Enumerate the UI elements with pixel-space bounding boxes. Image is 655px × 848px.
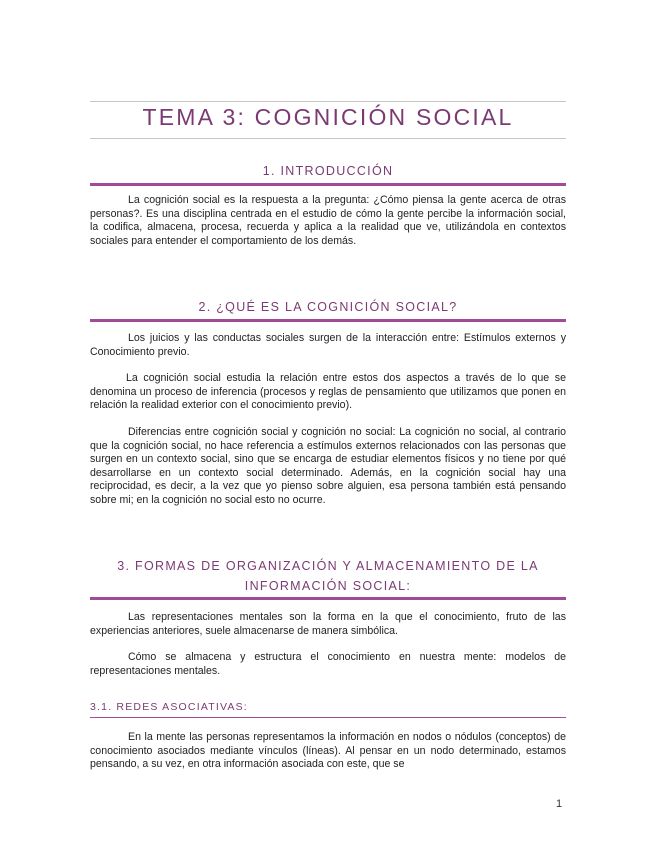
section-2-paragraph-2: La cognición social estudia la relación entre estos dos aspectos a través de lo que se denomina un proceso de inferencia (procesos y reglas de pensamiento que utilizamos que ponen en relación la realidad exterior con el conocimiento previo). [90, 372, 566, 412]
subsection-3-1-heading: 3.1. REDES ASOCIATIVAS: [90, 701, 248, 713]
section-2-paragraph-1: Los juicios y las conductas sociales surgen de la interacción entre: Estímulos externos y Conocimiento previo. [90, 332, 566, 358]
section-2-paragraph-3: Diferencias entre cognición social y cognición no social: La cognición no social, al contrario que la cognición social, no hace referencia a estímulos externos relacionados con las personas que surgen en un contexto social, sino que se encarga de estudiar elementos físicos y no tiene por qué desarrollarse en un contexto social determinado. Además, en la cognición social hay una reciprocidad, es decir, a la vez que yo pienso sobre alguien, esa persona también está pensando sobre mi; en la cognición no social esto no ocurre. [90, 426, 566, 506]
section-3-rule [90, 597, 566, 600]
section-1-rule [90, 183, 566, 186]
title-bottom-rule [90, 138, 566, 139]
section-3-paragraph-1: Las representaciones mentales son la forma en la que el conocimiento, fruto de las experiencias anteriores, suele almacenarse de manera simbólica. [90, 611, 566, 637]
subsection-3-1-rule [90, 717, 566, 718]
page-title: TEMA 3: COGNICIÓN SOCIAL [142, 104, 514, 130]
subsection-3-1-paragraph: En la mente las personas representamos la información en nodos o nódulos (conceptos) de conocimiento asociados mediante vínculos (líneas). Al pensar en un nodo determinado, estamos pensando, a su vez, en otra información asociada con este, que se [90, 731, 566, 771]
section-3-heading-line-2: INFORMACIÓN SOCIAL: [244, 579, 412, 593]
section-3-paragraph-2: Cómo se almacena y estructura el conocimiento en nuestra mente: modelos de representaciones mentales. [90, 651, 566, 677]
section-1-heading: 1. INTRODUCCIÓN [262, 164, 394, 178]
section-1-paragraph: La cognición social es la respuesta a la pregunta: ¿Cómo piensa la gente acerca de otras personas?. Es una disciplina centrada en el estudio de cómo la gente percibe la información social, la codifica, almacena, procesa, recuerda y aplica a la realidad que ve, utilizándola en contextos sociales para entender el comportamiento de los demás. [90, 194, 566, 247]
section-3-heading-line-1: 3. FORMAS DE ORGANIZACIÓN Y ALMACENAMIENTO DE LA [117, 559, 539, 573]
section-2-rule [90, 319, 566, 322]
section-2-heading: 2. ¿QUÉ ES LA COGNICIÓN SOCIAL? [198, 300, 458, 314]
page-number: 1 [556, 798, 563, 810]
title-top-rule [90, 101, 566, 102]
